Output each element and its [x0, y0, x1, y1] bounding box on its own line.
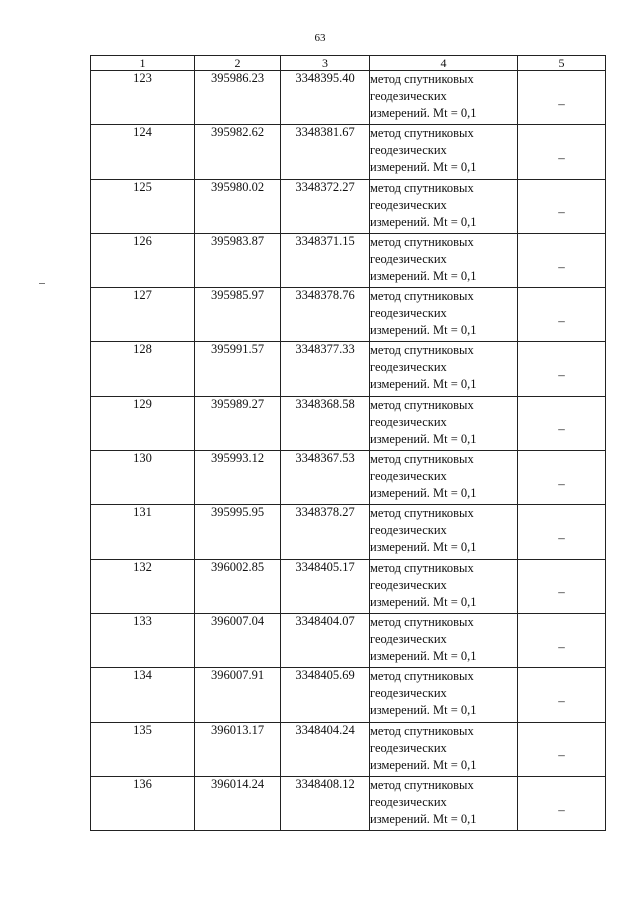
method-line-1: метод спутниковых: [370, 397, 474, 412]
note-dash: –: [558, 312, 565, 328]
table-row: [91, 722, 606, 776]
coordinate-x: 395993.12: [195, 451, 281, 505]
point-number: 132: [91, 559, 195, 613]
header-col-5: 5: [518, 56, 606, 71]
method-line-2: геодезических: [370, 469, 447, 484]
table-row: [91, 613, 606, 667]
coordinate-y: 3348381.67: [281, 125, 370, 179]
table-body: [91, 71, 606, 831]
method-cell: [370, 71, 518, 125]
point-number: 127: [91, 288, 195, 342]
coordinate-y: 3348378.76: [281, 288, 370, 342]
method-line-1: метод спутниковых: [370, 234, 474, 249]
note-cell: [518, 613, 606, 667]
method-line-2: геодезических: [370, 631, 447, 646]
method-cell: [370, 233, 518, 287]
table-row: [91, 396, 606, 450]
coordinate-y: 3348378.27: [281, 505, 370, 559]
coordinate-y: 3348405.69: [281, 668, 370, 722]
coordinate-x: 396014.24: [195, 776, 281, 830]
method-cell: [370, 179, 518, 233]
coordinate-y: 3348372.27: [281, 179, 370, 233]
point-number: 125: [91, 179, 195, 233]
method-line-1: метод спутниковых: [370, 669, 474, 684]
note-cell: [518, 451, 606, 505]
method-line-3: измерений. Mt = 0,1: [370, 106, 477, 120]
method-line-2: геодезических: [370, 143, 447, 158]
method-line-1: метод спутниковых: [370, 180, 474, 195]
note-dash: –: [558, 475, 565, 491]
method-line-3: измерений. Mt = 0,1: [370, 540, 477, 555]
coordinate-y: 3348395.40: [281, 71, 370, 125]
page-number: 63: [314, 32, 326, 44]
method-line-2: геодезических: [370, 251, 447, 266]
table-row: [91, 342, 606, 396]
note-cell: [518, 668, 606, 722]
point-number: 130: [91, 451, 195, 505]
coordinate-x: 395985.97: [195, 288, 281, 342]
note-dash: –: [558, 584, 565, 600]
method-cell: [370, 342, 518, 396]
coordinate-y: 3348367.53: [281, 451, 370, 505]
coordinate-y: 3348404.07: [281, 613, 370, 667]
note-dash: –: [558, 530, 565, 546]
coordinate-y: 3348368.58: [281, 396, 370, 450]
method-line-3: измерений. Mt = 0,1: [370, 486, 477, 501]
method-line-3: измерений. Mt = 0,1: [370, 377, 477, 392]
method-line-3: измерений. Mt = 0,1: [370, 214, 477, 229]
coordinate-y: 3348404.24: [281, 722, 370, 776]
point-number: 124: [91, 125, 195, 179]
table-header: [91, 56, 606, 71]
table-row: [91, 668, 606, 722]
header-col-2: 2: [195, 56, 281, 71]
margin-mark: [39, 283, 45, 284]
method-line-2: геодезических: [370, 740, 447, 755]
method-line-3: измерений. Mt = 0,1: [370, 160, 477, 175]
method-line-1: метод спутниковых: [370, 506, 474, 521]
point-number: 133: [91, 613, 195, 667]
method-line-3: измерений. Mt = 0,1: [370, 594, 477, 609]
point-number: 123: [91, 71, 195, 125]
method-line-3: измерений. Mt = 0,1: [370, 703, 477, 718]
point-number: 131: [91, 505, 195, 559]
method-line-2: геодезических: [370, 197, 447, 212]
method-line-2: геодезических: [370, 794, 447, 809]
coordinate-x: 396002.85: [195, 559, 281, 613]
method-line-2: геодезических: [370, 523, 447, 538]
note-cell: [518, 396, 606, 450]
method-line-1: метод спутниковых: [370, 452, 474, 467]
method-line-1: метод спутниковых: [370, 72, 474, 86]
point-number: 134: [91, 668, 195, 722]
note-dash: –: [558, 149, 565, 165]
coordinate-y: 3348408.12: [281, 776, 370, 830]
note-cell: [518, 288, 606, 342]
method-line-1: метод спутниковых: [370, 723, 474, 738]
header-col-3: 3: [281, 56, 370, 71]
method-line-3: измерений. Mt = 0,1: [370, 648, 477, 663]
note-cell: [518, 71, 606, 125]
note-dash: –: [558, 367, 565, 383]
method-line-2: геодезических: [370, 89, 447, 103]
table-row: [91, 233, 606, 287]
point-number: 128: [91, 342, 195, 396]
coordinate-x: 396007.04: [195, 613, 281, 667]
method-cell: [370, 722, 518, 776]
method-cell: [370, 559, 518, 613]
method-line-2: геодезических: [370, 414, 447, 429]
table-row: [91, 125, 606, 179]
method-line-2: геодезических: [370, 306, 447, 321]
coordinate-x: 395991.57: [195, 342, 281, 396]
method-cell: [370, 505, 518, 559]
coordinate-x: 395986.23: [195, 71, 281, 125]
point-number: 129: [91, 396, 195, 450]
note-dash: –: [558, 258, 565, 274]
method-line-3: измерений. Mt = 0,1: [370, 431, 477, 446]
coordinates-table: [90, 55, 606, 831]
note-dash: –: [558, 204, 565, 220]
table-row: [91, 505, 606, 559]
table-row: [91, 559, 606, 613]
coordinate-x: 396007.91: [195, 668, 281, 722]
coordinate-y: 3348371.15: [281, 233, 370, 287]
table-row: [91, 179, 606, 233]
coordinate-x: 396013.17: [195, 722, 281, 776]
method-line-2: геодезических: [370, 686, 447, 701]
table-row: [91, 71, 606, 125]
note-cell: [518, 125, 606, 179]
method-line-3: измерений. Mt = 0,1: [370, 757, 477, 772]
method-cell: [370, 668, 518, 722]
method-cell: [370, 288, 518, 342]
point-number: 126: [91, 233, 195, 287]
method-line-3: измерений. Mt = 0,1: [370, 268, 477, 283]
header-col-4: 4: [370, 56, 518, 71]
method-line-2: геодезических: [370, 577, 447, 592]
coordinate-x: 395980.02: [195, 179, 281, 233]
note-dash: –: [558, 692, 565, 708]
method-line-1: метод спутниковых: [370, 614, 474, 629]
header-row: [91, 56, 606, 71]
coordinate-x: 395995.95: [195, 505, 281, 559]
method-cell: [370, 396, 518, 450]
table-row: [91, 288, 606, 342]
header-col-1: 1: [91, 56, 195, 71]
note-dash: –: [558, 801, 565, 817]
note-dash: –: [558, 421, 565, 437]
note-dash: –: [558, 747, 565, 763]
method-cell: [370, 125, 518, 179]
table-row: [91, 451, 606, 505]
method-cell: [370, 613, 518, 667]
note-cell: [518, 179, 606, 233]
coordinate-y: 3348377.33: [281, 342, 370, 396]
method-line-1: метод спутниковых: [370, 777, 474, 792]
note-cell: [518, 559, 606, 613]
point-number: 136: [91, 776, 195, 830]
coordinate-y: 3348405.17: [281, 559, 370, 613]
method-line-3: измерений. Mt = 0,1: [370, 323, 477, 338]
method-cell: [370, 776, 518, 830]
method-line-1: метод спутниковых: [370, 560, 474, 575]
method-cell: [370, 451, 518, 505]
note-cell: [518, 722, 606, 776]
method-line-1: метод спутниковых: [370, 343, 474, 358]
table-row: [91, 776, 606, 830]
note-cell: [518, 342, 606, 396]
note-cell: [518, 776, 606, 830]
method-line-1: метод спутниковых: [370, 289, 474, 304]
note-cell: [518, 505, 606, 559]
coordinate-x: 395983.87: [195, 233, 281, 287]
note-dash: –: [558, 95, 565, 111]
coordinate-x: 395989.27: [195, 396, 281, 450]
method-line-1: метод спутниковых: [370, 126, 474, 141]
note-dash: –: [558, 638, 565, 654]
point-number: 135: [91, 722, 195, 776]
method-line-2: геодезических: [370, 360, 447, 375]
note-cell: [518, 233, 606, 287]
coordinate-x: 395982.62: [195, 125, 281, 179]
method-line-3: измерений. Mt = 0,1: [370, 811, 477, 826]
